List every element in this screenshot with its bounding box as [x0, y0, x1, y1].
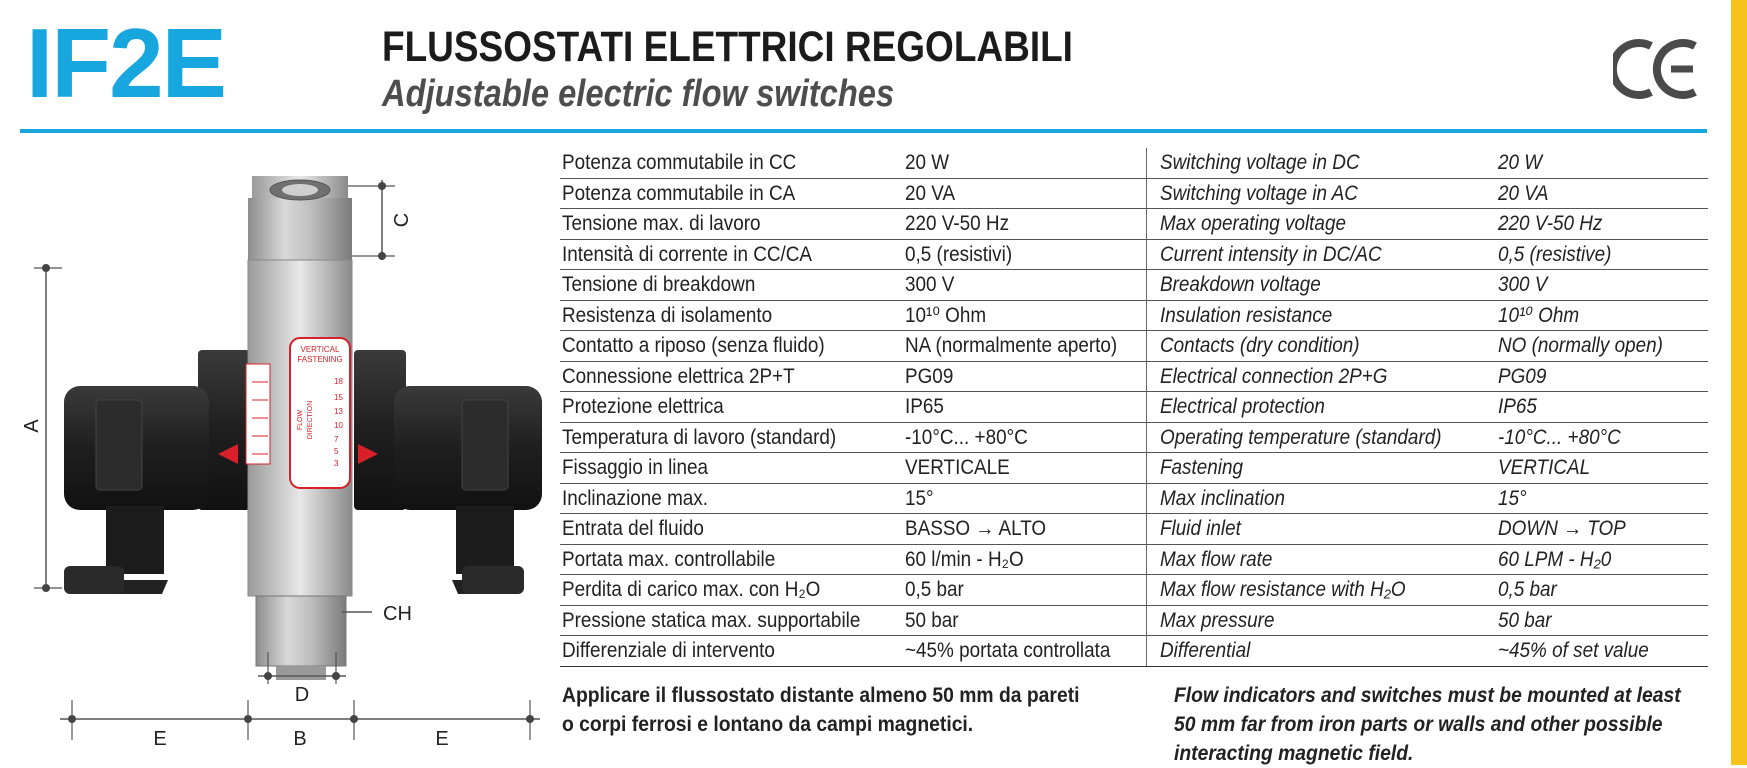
- spec-value-it: [903, 178, 1146, 209]
- spec-value-it-text: 60 l/min - H₂O: [905, 547, 1024, 571]
- spec-row: [560, 575, 1708, 606]
- spec-value-it: [903, 544, 1146, 575]
- header-rule: [20, 129, 1707, 133]
- spec-label-en-text: Max operating voltage: [1159, 212, 1346, 236]
- spec-label-en: [1146, 605, 1485, 636]
- spec-value-it: [903, 605, 1146, 636]
- spec-row: [560, 392, 1708, 423]
- dimension-b-label: B: [293, 728, 307, 750]
- spec-label-en: [1146, 361, 1485, 392]
- spec-label-en-text: Operating temperature (standard): [1159, 425, 1442, 449]
- spec-label-en: [1146, 331, 1485, 362]
- scale-label-vertical: VERTICAL: [300, 345, 340, 354]
- spec-label-en: [1146, 636, 1485, 667]
- spec-value-it: [903, 575, 1146, 606]
- spec-value-it: [903, 453, 1146, 484]
- spec-value-it-text: 300 V: [905, 273, 955, 297]
- spec-value-en-text: PG09: [1498, 364, 1547, 388]
- spec-value-en: [1485, 544, 1708, 575]
- spec-label-it: [560, 148, 903, 178]
- note-line: 50 mm far from iron parts or walls and other possible: [1174, 713, 1663, 736]
- spec-value-en-text: 10¹⁰ Ohm: [1498, 303, 1580, 327]
- spec-value-it-text: BASSO → ALTO: [905, 517, 1047, 541]
- spec-value-it: [903, 209, 1146, 240]
- spec-label-en-text: Insulation resistance: [1159, 303, 1332, 327]
- spec-value-en: [1485, 392, 1708, 423]
- spec-value-it-text: 0,5 bar: [905, 578, 964, 602]
- spec-value-it-text: 10¹⁰ Ohm: [905, 303, 987, 327]
- note-line: interacting magnetic field.: [1174, 742, 1414, 765]
- spec-row: [560, 209, 1708, 240]
- spec-value-en-text: DOWN → TOP: [1498, 517, 1626, 541]
- spec-label-en-text: Electrical connection 2P+G: [1159, 364, 1387, 388]
- spec-label-en: [1146, 270, 1485, 301]
- spec-label-en: [1146, 422, 1485, 453]
- left-connector: [64, 350, 250, 594]
- spec-value-en-text: 0,5 bar: [1498, 578, 1557, 602]
- spec-label-it-text: Protezione elettrica: [562, 395, 724, 419]
- spec-label-it-text: Connessione elettrica 2P+T: [562, 364, 795, 388]
- spec-value-en: [1485, 331, 1708, 362]
- spec-label-it: [560, 300, 903, 331]
- spec-row: [560, 331, 1708, 362]
- spec-label-it-text: Portata max. controllabile: [562, 547, 776, 571]
- spec-row: [560, 514, 1708, 545]
- dimension-ch: [342, 603, 412, 625]
- spec-value-en: [1485, 239, 1708, 270]
- dimension-ebe: [60, 700, 540, 750]
- spec-row: [560, 300, 1708, 331]
- spec-value-en-text: 60 LPM - H₂0: [1498, 547, 1612, 571]
- mounting-note-italian: [562, 681, 1102, 739]
- spec-value-it: [903, 361, 1146, 392]
- spec-label-en-text: Breakdown voltage: [1159, 273, 1321, 297]
- spec-label-it-text: Resistenza di isolamento: [562, 303, 773, 327]
- spec-label-en-text: Switching voltage in AC: [1159, 181, 1358, 205]
- spec-label-it: [560, 361, 903, 392]
- dimension-c: [345, 180, 413, 260]
- spec-value-en: [1485, 636, 1708, 667]
- spec-row: [560, 636, 1708, 667]
- spec-value-en-text: 15°: [1498, 486, 1527, 510]
- spec-label-it-text: Perdita di carico max. con H₂O: [562, 578, 821, 602]
- spec-label-en: [1146, 514, 1485, 545]
- spec-label-en-text: Max flow resistance with H₂O: [1159, 578, 1406, 602]
- spec-label-it: [560, 483, 903, 514]
- spec-label-en: [1146, 575, 1485, 606]
- spec-label-it-text: Entrata del fluido: [562, 517, 704, 541]
- spec-value-it-text: -10°C... +80°C: [905, 425, 1028, 449]
- spec-label-en-text: Switching voltage in DC: [1159, 151, 1360, 175]
- dimension-e-right-label: E: [435, 728, 449, 750]
- spec-label-it: [560, 392, 903, 423]
- spec-value-en-text: 50 bar: [1498, 608, 1552, 632]
- spec-label-it-text: Pressione statica max. supportabile: [562, 608, 861, 632]
- spec-label-it: [560, 209, 903, 240]
- spec-value-en-text: 300 V: [1498, 273, 1548, 297]
- spec-label-en-text: Current intensity in DC/AC: [1159, 242, 1382, 266]
- spec-label-it: [560, 514, 903, 545]
- spec-value-it: [903, 392, 1146, 423]
- dimension-ch-label: CH: [383, 603, 412, 625]
- mounting-note-english: [1174, 681, 1714, 768]
- dimension-c-label: C: [391, 212, 413, 228]
- spec-value-en: [1485, 209, 1708, 240]
- spec-label-it: [560, 422, 903, 453]
- spec-value-it: [903, 239, 1146, 270]
- spec-row: [560, 178, 1708, 209]
- dimension-d-label: D: [294, 684, 310, 706]
- spec-label-it-text: Fissaggio in linea: [562, 456, 709, 480]
- scale-tick: 5: [334, 447, 339, 456]
- spec-value-en: [1485, 148, 1708, 178]
- spec-row: [560, 361, 1708, 392]
- spec-value-it-text: 0,5 (resistivi): [905, 242, 1013, 266]
- spec-value-it-text: IP65: [905, 395, 944, 419]
- spec-label-it: [560, 270, 903, 301]
- note-line: Applicare il flussostato distante almeno 50 mm da pareti: [562, 684, 1080, 707]
- spec-row: [560, 270, 1708, 301]
- spec-label-en-text: Fastening: [1159, 456, 1243, 480]
- spec-label-en: [1146, 392, 1485, 423]
- scale-tick: 18: [334, 377, 343, 386]
- specifications-table: [560, 148, 1708, 667]
- spec-value-it-text: ~45% portata controllata: [905, 639, 1111, 663]
- spec-value-en-text: -10°C... +80°C: [1498, 425, 1621, 449]
- spec-value-en: [1485, 178, 1708, 209]
- direction-label-direction: DIRECTION: [307, 400, 314, 440]
- spec-value-it-text: 15°: [905, 486, 934, 510]
- spec-label-it-text: Inclinazione max.: [562, 486, 709, 510]
- spec-value-it-text: NA (normalmente aperto): [905, 334, 1118, 358]
- spec-value-it: [903, 270, 1146, 301]
- spec-label-en-text: Differential: [1159, 639, 1250, 663]
- spec-value-it-text: VERTICALE: [905, 456, 1010, 480]
- scale-label-fastening: FASTENING: [297, 355, 343, 364]
- spec-value-en-text: IP65: [1498, 395, 1537, 419]
- spec-label-it-text: Intensità di corrente in CC/CA: [562, 242, 813, 266]
- spec-label-en: [1146, 239, 1485, 270]
- title-italian: FLUSSOSTATI ELETTRICI REGOLABILI: [382, 23, 1073, 71]
- spec-label-en-text: Max pressure: [1159, 608, 1274, 632]
- spec-label-en: [1146, 483, 1485, 514]
- spec-row: [560, 483, 1708, 514]
- spec-value-en: [1485, 422, 1708, 453]
- spec-label-it-text: Temperatura di lavoro (standard): [562, 425, 837, 449]
- spec-value-it: [903, 514, 1146, 545]
- scale-tick: 13: [334, 407, 343, 416]
- spec-label-it: [560, 605, 903, 636]
- spec-label-it: [560, 544, 903, 575]
- spec-label-it: [560, 178, 903, 209]
- spec-value-it: [903, 636, 1146, 667]
- spec-value-it-text: PG09: [905, 364, 954, 388]
- spec-label-en: [1146, 148, 1485, 178]
- spec-label-it: [560, 331, 903, 362]
- spec-value-en: [1485, 514, 1708, 545]
- scale-tick: 15: [334, 393, 343, 402]
- spec-label-en: [1146, 209, 1485, 240]
- spec-label-en: [1146, 453, 1485, 484]
- spec-label-en: [1146, 300, 1485, 331]
- scale-tick: 3: [334, 459, 339, 468]
- spec-label-en-text: Contacts (dry condition): [1159, 334, 1360, 358]
- spec-value-it: [903, 148, 1146, 178]
- spec-row: [560, 605, 1708, 636]
- spec-label-it-text: Potenza commutabile in CA: [562, 181, 796, 205]
- spec-label-it: [560, 575, 903, 606]
- spec-label-it-text: Contatto a riposo (senza fluido): [562, 334, 825, 358]
- spec-value-it: [903, 422, 1146, 453]
- spec-label-it-text: Tensione di breakdown: [562, 273, 756, 297]
- spec-value-it-text: 50 bar: [905, 608, 959, 632]
- spec-value-en-text: 0,5 (resistive): [1498, 242, 1612, 266]
- ce-mark-logo: [1613, 34, 1699, 104]
- spec-value-en: [1485, 483, 1708, 514]
- spec-value-it: [903, 300, 1146, 331]
- note-line: o corpi ferrosi e lontano da campi magnetici.: [562, 713, 974, 736]
- spec-value-en: [1485, 361, 1708, 392]
- spec-value-en-text: VERTICAL: [1498, 456, 1591, 480]
- spec-label-en-text: Electrical protection: [1159, 395, 1325, 419]
- spec-row: [560, 544, 1708, 575]
- spec-value-en: [1485, 300, 1708, 331]
- spec-value-it: [903, 331, 1146, 362]
- note-line: Flow indicators and switches must be mounted at least: [1174, 684, 1681, 707]
- spec-value-en-text: 20 W: [1498, 151, 1543, 175]
- dimension-a: [21, 264, 62, 592]
- spec-label-it: [560, 636, 903, 667]
- spec-label-en-text: Max inclination: [1159, 486, 1285, 510]
- spec-row: [560, 239, 1708, 270]
- spec-value-en: [1485, 453, 1708, 484]
- spec-value-it-text: 20 VA: [905, 181, 956, 205]
- product-code: IF2E: [26, 8, 225, 118]
- spec-label-en-text: Max flow rate: [1159, 547, 1272, 571]
- spec-value-it-text: 220 V-50 Hz: [905, 212, 1010, 236]
- spec-label-it-text: Tensione max. di lavoro: [562, 212, 761, 236]
- spec-value-it: [903, 483, 1146, 514]
- spec-value-en-text: ~45% of set value: [1498, 639, 1649, 663]
- scale-tick: 10: [334, 421, 343, 430]
- spec-row: [560, 453, 1708, 484]
- dimension-a-label: A: [21, 419, 43, 433]
- title-english: Adjustable electric flow switches: [382, 73, 895, 115]
- flow-switch-drawing: [0, 150, 560, 765]
- spec-value-en-text: NO (normally open): [1498, 334, 1663, 358]
- spec-row: [560, 148, 1708, 178]
- spec-value-en-text: 20 VA: [1498, 181, 1549, 205]
- spec-label-it: [560, 239, 903, 270]
- spec-label-it-text: Potenza commutabile in CC: [562, 151, 797, 175]
- right-connector: [354, 350, 542, 594]
- dimension-e-left-label: E: [153, 728, 167, 750]
- spec-value-en: [1485, 575, 1708, 606]
- direction-label-flow: FLOW: [297, 409, 304, 431]
- spec-value-en: [1485, 270, 1708, 301]
- spec-value-en: [1485, 605, 1708, 636]
- spec-row: [560, 422, 1708, 453]
- scale-tick: 7: [334, 435, 339, 444]
- spec-label-it: [560, 453, 903, 484]
- spec-label-it-text: Differenziale di intervento: [562, 639, 775, 663]
- spec-label-en: [1146, 544, 1485, 575]
- side-color-strip: [1731, 0, 1747, 765]
- spec-value-it-text: 20 W: [905, 151, 950, 175]
- spec-label-en-text: Fluid inlet: [1159, 517, 1241, 541]
- spec-value-en-text: 220 V-50 Hz: [1498, 212, 1603, 236]
- spec-label-en: [1146, 178, 1485, 209]
